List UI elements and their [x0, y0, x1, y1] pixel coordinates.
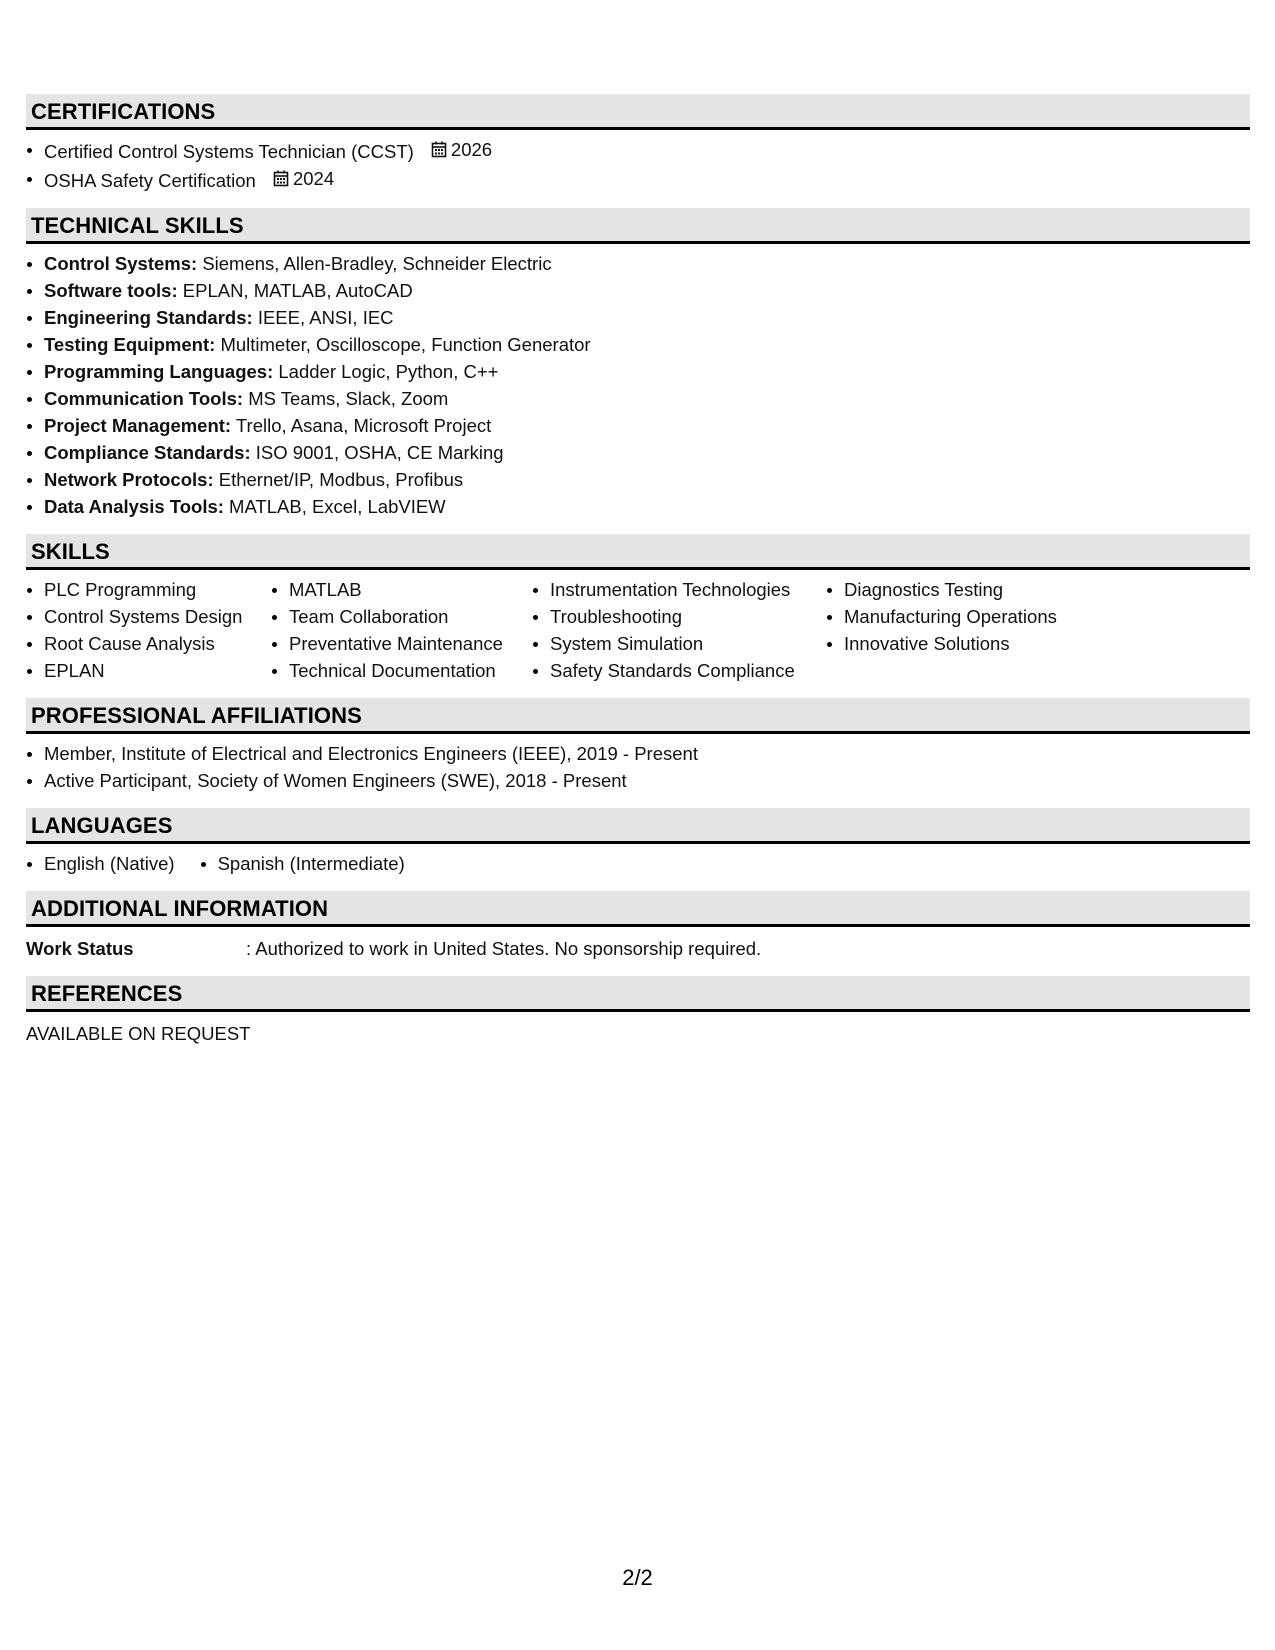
list-item	[26, 358, 1250, 385]
list-item: EPLAN	[26, 657, 271, 684]
list-item: Control Systems Design	[26, 603, 271, 630]
list-item	[26, 136, 1250, 165]
affiliations-list	[26, 740, 1250, 794]
skills-column	[26, 576, 271, 684]
list-item: Spanish (Intermediate)	[200, 850, 405, 877]
section-title: ADDITIONAL INFORMATION	[31, 895, 329, 921]
date-text: 2026	[450, 139, 493, 160]
list-item: Instrumentation Technologies	[532, 576, 826, 603]
list-item	[26, 439, 1250, 466]
list-item: Preventative Maintenance	[271, 630, 532, 657]
technical-skills-section	[26, 208, 1250, 520]
list-item: PLC Programming	[26, 576, 271, 603]
additional-info-section	[26, 891, 1250, 962]
list-item: Diagnostics Testing	[826, 576, 1106, 603]
list-item	[26, 412, 1250, 439]
references-section	[26, 976, 1250, 1047]
list-item: Manufacturing Operations	[826, 603, 1106, 630]
skill-value: Siemens, Allen-Bradley, Schneider Electric	[202, 253, 552, 274]
date-text: 2024	[292, 168, 335, 189]
skill-category: Data Analysis Tools:	[44, 496, 224, 517]
skill-value: ISO 9001, OSHA, CE Marking	[255, 442, 504, 463]
work-status-label: Work Status	[26, 938, 134, 959]
list-item: Team Collaboration	[271, 603, 532, 630]
section-title: TECHNICAL SKILLS	[31, 212, 244, 238]
page-number: 2/2	[622, 1565, 653, 1590]
list-item	[26, 385, 1250, 412]
skills-grid	[26, 576, 1250, 684]
skills-column	[532, 576, 826, 684]
work-status-row	[26, 935, 1250, 962]
section-title: LANGUAGES	[31, 812, 173, 838]
resume-page	[26, 94, 1250, 1061]
section-title: CERTIFICATIONS	[31, 98, 216, 124]
skill-category: Communication Tools:	[44, 388, 244, 409]
list-item: Root Cause Analysis	[26, 630, 271, 657]
list-item	[26, 493, 1250, 520]
certification-date	[273, 165, 334, 192]
section-header	[26, 208, 1250, 244]
list-item	[26, 165, 1250, 194]
work-status-value: : Authorized to work in United States. No sponsorship required.	[246, 938, 762, 959]
section-title: REFERENCES	[31, 980, 183, 1006]
section-header	[26, 808, 1250, 844]
skill-value: Ethernet/IP, Modbus, Profibus	[218, 469, 464, 490]
list-item: Troubleshooting	[532, 603, 826, 630]
skills-column	[271, 576, 532, 684]
skill-category: Network Protocols:	[44, 469, 214, 490]
technical-skills-list	[26, 250, 1250, 520]
skill-category: Engineering Standards:	[44, 307, 253, 328]
certification-name: Certified Control Systems Technician (CCST)	[44, 141, 414, 162]
references-text: AVAILABLE ON REQUEST	[26, 1023, 251, 1044]
skill-category: Testing Equipment:	[44, 334, 216, 355]
section-title: SKILLS	[31, 538, 110, 564]
list-item: English (Native)	[26, 850, 175, 877]
section-header	[26, 698, 1250, 734]
list-item	[26, 304, 1250, 331]
certification-name: OSHA Safety Certification	[44, 170, 256, 191]
skill-value: MATLAB, Excel, LabVIEW	[229, 496, 446, 517]
skill-value: IEEE, ANSI, IEC	[257, 307, 394, 328]
section-title: PROFESSIONAL AFFILIATIONS	[31, 702, 362, 728]
list-item	[26, 277, 1250, 304]
calendar-icon	[431, 141, 447, 158]
section-header	[26, 534, 1250, 570]
certifications-section	[26, 94, 1250, 194]
section-header	[26, 976, 1250, 1012]
list-item: Innovative Solutions	[826, 630, 1106, 657]
skill-value: Ladder Logic, Python, C++	[278, 361, 499, 382]
list-item: Active Participant, Society of Women Engineers (SWE), 2018 - Present	[26, 767, 1250, 794]
calendar-icon	[273, 170, 289, 187]
skill-category: Project Management:	[44, 415, 232, 436]
skill-category: Software tools:	[44, 280, 178, 301]
skill-value: EPLAN, MATLAB, AutoCAD	[182, 280, 413, 301]
skill-value: MS Teams, Slack, Zoom	[248, 388, 449, 409]
list-item: Safety Standards Compliance	[532, 657, 826, 684]
languages-list	[26, 850, 1250, 877]
certifications-list	[26, 136, 1250, 194]
list-item	[26, 466, 1250, 493]
list-item: System Simulation	[532, 630, 826, 657]
list-item	[26, 331, 1250, 358]
skills-column	[826, 576, 1106, 684]
list-item	[26, 250, 1250, 277]
affiliations-section	[26, 698, 1250, 794]
list-item: MATLAB	[271, 576, 532, 603]
skill-category: Control Systems:	[44, 253, 198, 274]
certification-date	[431, 136, 492, 163]
languages-section	[26, 808, 1250, 877]
skills-section	[26, 534, 1250, 684]
list-item: Member, Institute of Electrical and Electronics Engineers (IEEE), 2019 - Present	[26, 740, 1250, 767]
skill-category: Programming Languages:	[44, 361, 274, 382]
section-header	[26, 94, 1250, 130]
list-item: Technical Documentation	[271, 657, 532, 684]
skill-value: Multimeter, Oscilloscope, Function Generator	[220, 334, 591, 355]
skill-category: Compliance Standards:	[44, 442, 251, 463]
skill-value: Trello, Asana, Microsoft Project	[235, 415, 492, 436]
section-header	[26, 891, 1250, 927]
